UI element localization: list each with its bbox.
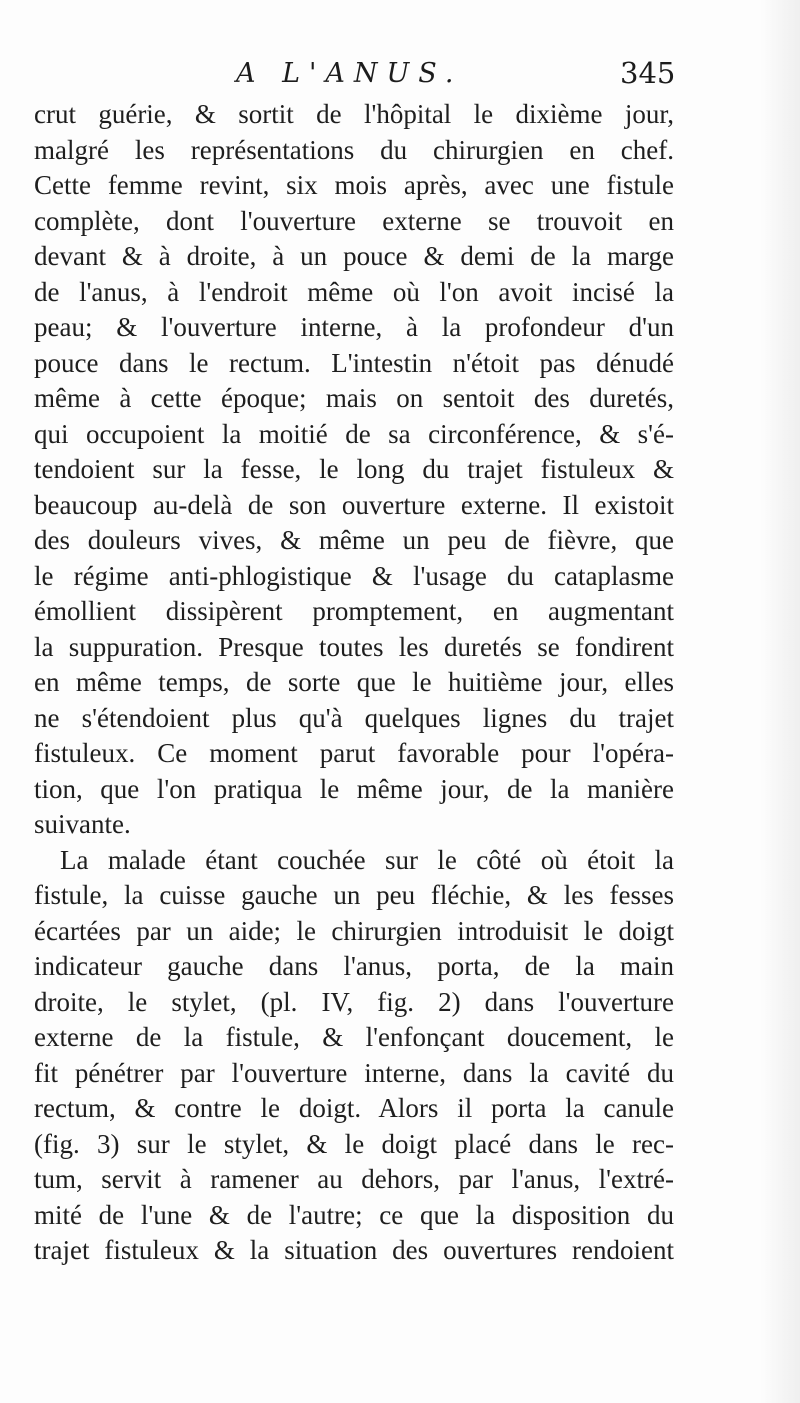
text-line: la suppuration. Presque toutes les duretés se fondirent — [34, 631, 674, 662]
text-line: ne s'étendoient plus qu'à quelques lignes du trajet — [34, 702, 674, 733]
text-line: qui occupoient la moitié de sa circonférence, & s'é- — [34, 418, 674, 449]
text-line: malgré les représentations du chirurgien en chef. — [34, 134, 674, 165]
text-line: La malade étant couchée sur le côté où étoit la — [60, 844, 674, 875]
text-line: tion, que l'on pratiqua le même jour, de la manière — [34, 773, 674, 804]
text-line: beaucoup au-delà de son ouverture externe. Il existoit — [34, 489, 674, 520]
page-number: 345 — [620, 56, 676, 90]
text-line: même à cette époque; mais on sentoit des duretés, — [34, 383, 674, 413]
text-line: écartées par un aide; le chirurgien introduisit le doigt — [34, 915, 674, 946]
text-line: rectum, & contre le doigt. Alors il porta la canule — [34, 1093, 674, 1123]
text-line: des douleurs vives, & même un peu de fièvre, que — [34, 525, 674, 555]
text-line: (fig. 3) sur le stylet, & le doigt placé dans le rec- — [34, 1128, 674, 1159]
body-text — [34, 97, 674, 1269]
text-line: émollient dissipèrent promptement, en augmentant — [34, 596, 674, 626]
text-line: mité de l'une & de l'autre; ce que la disposition du — [34, 1199, 674, 1230]
text-line: fit pénétrer par l'ouverture interne, dans la cavité du — [34, 1057, 674, 1088]
text-line: de l'anus, à l'endroit même où l'on avoit incisé la — [34, 276, 674, 307]
text-line: fistule, la cuisse gauche un peu fléchie, & les fesses — [34, 880, 674, 910]
text-line: pouce dans le rectum. L'intestin n'étoit pas dénudé — [34, 347, 674, 378]
text-line: trajet fistuleux & la situation des ouvertures rendoient — [34, 1235, 674, 1265]
text-line: crut guérie, & sortit de l'hôpital le dixième jour, — [34, 99, 674, 129]
text-line: peau; & l'ouverture interne, à la profondeur d'un — [34, 312, 674, 342]
text-line: tendoient sur la fesse, le long du trajet fistuleux & — [34, 454, 674, 484]
text-line: Cette femme revint, six mois après, avec une fistule — [34, 170, 674, 200]
text-line: fistuleux. Ce moment parut favorable pour l'opéra- — [34, 738, 674, 768]
text-line: droite, le stylet, (pl. IV, fig. 2) dans l'ouverture — [34, 986, 674, 1017]
page-edge-shadow — [760, 0, 800, 1403]
text-line: le régime anti-phlogistique & l'usage du cataplasme — [34, 560, 674, 591]
text-line: en même temps, de sorte que le huitième jour, elles — [34, 667, 674, 697]
text-line: tum, servit à ramener au dehors, par l'anus, l'extré- — [34, 1164, 674, 1194]
text-line: suivante. — [34, 809, 131, 839]
text-line: indicateur gauche dans l'anus, porta, de la main — [34, 951, 674, 981]
text-line: complète, dont l'ouverture externe se trouvoit en — [34, 205, 674, 236]
text-line: devant & à droite, à un pouce & demi de la marge — [34, 241, 674, 271]
running-head: A L'ANUS. — [236, 58, 463, 89]
text-line: externe de la fistule, & l'enfonçant doucement, le — [34, 1022, 674, 1052]
